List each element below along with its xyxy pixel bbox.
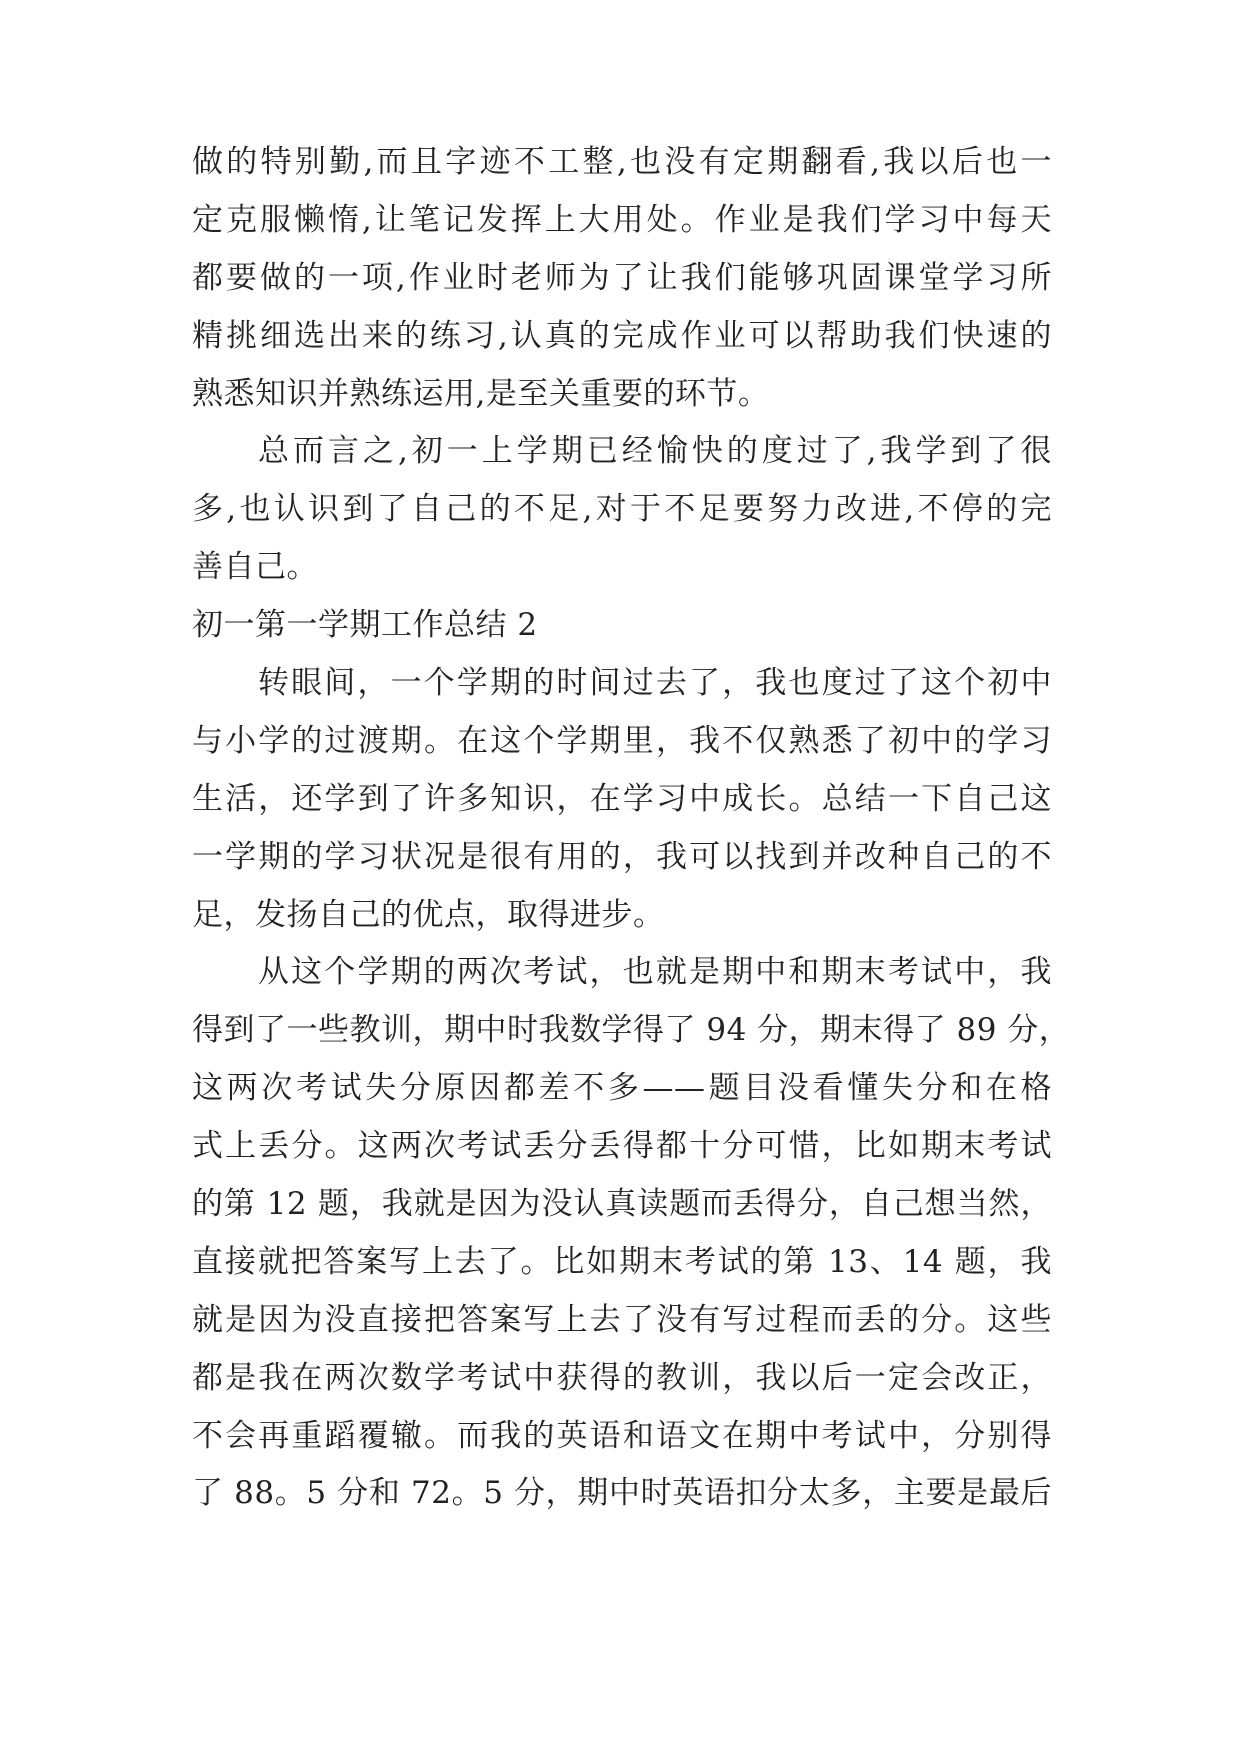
paragraph [192,423,1052,597]
text-line: 就是因为没直接把答案写上去了没有写过程而丢的分。这些 [192,1301,1052,1338]
text-line: 熟悉知识并熟练运用,是至关重要的环节。 [192,375,770,412]
paragraph [192,134,1052,423]
text-line: 与小学的过渡期。在这个学期里，我不仅熟悉了初中的学习 [192,722,1052,759]
text-line: 式上丢分。这两次考试丢分丢得都十分可惜，比如期末考试 [192,1128,1052,1165]
text-line: 精挑细选出来的练习,认真的完成作业可以帮助我们快速的 [192,317,1052,354]
text-line: 都是我在两次数学考试中获得的教训，我以后一定会改正， [192,1359,1052,1396]
text-line: 的第 12 题，我就是因为没认真读题而丢得分，自己想当然， [192,1186,1052,1223]
document-body [192,134,1071,1523]
text-line: 转眼间，一个学期的时间过去了，我也度过了这个初中 [258,665,1052,702]
text-line: 不会再重蹈覆辙。而我的英语和语文在期中考试中，分别得 [192,1417,1052,1454]
section-heading: 初一第一学期工作总结 2 [192,607,538,644]
text-line: 一学期的学习状况是很有用的，我可以找到并改种自己的不 [192,838,1052,875]
paragraph [192,944,1071,1523]
text-line: 总而言之,初一上学期已经愉快的度过了,我学到了很 [258,433,1052,470]
text-line: 这两次考试失分原因都差不多——题目没看懂失分和在格 [192,1070,1052,1107]
text-line: 做的特别勤,而且字迹不工整,也没有定期翻看,我以后也一 [192,144,1052,180]
text-line: 定克服懒惰,让笔记发挥上大用处。作业是我们学习中每天 [192,201,1052,238]
text-line: 善自己。 [192,549,318,586]
text-line: 了 88。5 分和 72。5 分，期中时英语扣分太多，主要是最后 [192,1475,1052,1512]
text-line: 直接就把答案写上去了。比如期末考试的第 13、14 题，我 [192,1243,1052,1280]
text-line: 足，发扬自己的优点，取得进步。 [192,896,665,933]
text-line: 多,也认识到了自己的不足,对于不足要努力改进,不停的完 [192,491,1052,528]
text-line: 生活，还学到了许多知识，在学习中成长。总结一下自己这 [192,780,1052,817]
text-line: 得到了一些教训，期中时我数学得了 94 分，期末得了 89 分， [192,1012,1071,1049]
text-line: 都要做的一项,作业时老师为了让我们能够巩固课堂学习所 [192,259,1052,296]
paragraph [192,655,1052,944]
text-line: 从这个学期的两次考试，也就是期中和期末考试中，我 [258,954,1052,991]
